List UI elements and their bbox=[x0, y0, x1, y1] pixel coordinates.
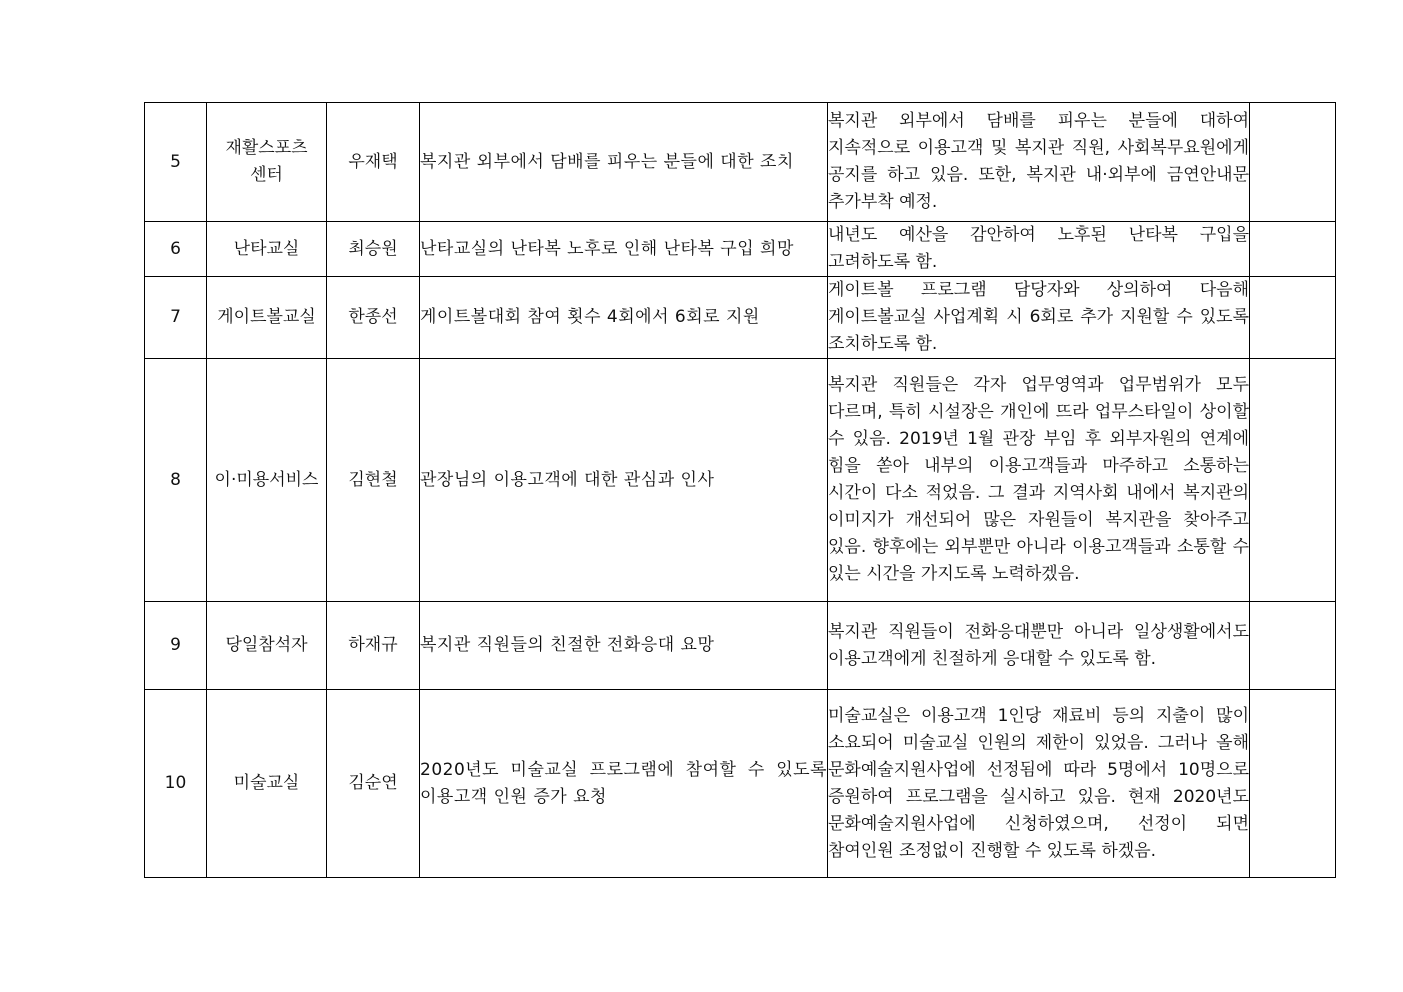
row-number: 8 bbox=[145, 359, 207, 602]
empty-cell bbox=[1250, 277, 1336, 359]
name-cell: 최승원 bbox=[327, 222, 420, 277]
response-text: 미술교실은 이용고객 1인당 재료비 등의 지출이 많이 소요되어 미술교실 인원의 제한이 있었음. 그러나 올해 문화예술지원사업에 선정됨에 따라 5명에서 10명으로 증원하여 프로그램을 실시하고 있음. 현재 2020년도 문화예술지원사업에 신청하였으며, 선정이 되면 참여인원 조정없이 진행할 수 있도록 하겠음. bbox=[828, 705, 1249, 861]
request-text: 2020년도 미술교실 프로그램에 참여할 수 있도록 이용고객 인원 증가 요청 bbox=[420, 759, 827, 807]
request-text: 복지관 직원들의 친절한 전화응대 요망 bbox=[420, 635, 715, 655]
row-number: 9 bbox=[145, 602, 207, 690]
name-cell: 김순연 bbox=[327, 690, 420, 878]
empty-cell bbox=[1250, 222, 1336, 277]
request-text: 난타교실의 난타복 노후로 인해 난타복 구입 희망 bbox=[420, 238, 794, 259]
name-cell: 한종선 bbox=[327, 277, 420, 359]
name-cell: 하재규 bbox=[327, 602, 420, 690]
empty-cell bbox=[1250, 359, 1336, 602]
feedback-table bbox=[144, 102, 1336, 878]
response-cell bbox=[828, 103, 1250, 222]
request-text: 복지관 외부에서 담배를 피우는 분들에 대한 조치 bbox=[420, 151, 794, 172]
request-cell bbox=[420, 359, 828, 602]
program-cell bbox=[207, 222, 327, 277]
response-cell bbox=[828, 602, 1250, 690]
request-text: 관장님의 이용고객에 대한 관심과 인사 bbox=[420, 469, 715, 490]
response-cell bbox=[828, 359, 1250, 602]
name-cell: 김현철 bbox=[327, 359, 420, 602]
row-number: 6 bbox=[145, 222, 207, 277]
response-text: 내년도 예산을 감안하여 노후된 난타복 구입을 고려하도록 함. bbox=[828, 225, 1249, 272]
response-text: 복지관 외부에서 담배를 피우는 분들에 대하여 지속적으로 이용고객 및 복지관 직원, 사회복무요원에게 공지를 하고 있음. 또한, 복지관 내·외부에 금연안내문 추가부착 예정. bbox=[828, 111, 1249, 212]
row-number: 7 bbox=[145, 277, 207, 359]
program-cell bbox=[207, 690, 327, 878]
table-row bbox=[145, 103, 1336, 222]
table-row bbox=[145, 690, 1336, 878]
empty-cell bbox=[1250, 690, 1336, 878]
request-cell bbox=[420, 690, 828, 878]
program-cell bbox=[207, 602, 327, 690]
response-text: 게이트볼 프로그램 담당자와 상의하여 다음해 게이트볼교실 사업계획 시 6회로 추가 지원할 수 있도록 조치하도록 함. bbox=[828, 280, 1249, 354]
name-cell: 우재택 bbox=[327, 103, 420, 222]
response-cell bbox=[828, 690, 1250, 878]
table-row bbox=[145, 277, 1336, 359]
program-name: 이·미용서비스 bbox=[214, 469, 319, 490]
response-cell bbox=[828, 277, 1250, 359]
empty-cell bbox=[1250, 103, 1336, 222]
table-row bbox=[145, 222, 1336, 277]
program-name: 당일참석자 bbox=[225, 635, 308, 655]
request-cell bbox=[420, 103, 828, 222]
request-text: 게이트볼대회 참여 횟수 4회에서 6회로 지원 bbox=[420, 307, 760, 327]
empty-cell bbox=[1250, 602, 1336, 690]
program-cell bbox=[207, 277, 327, 359]
table-row bbox=[145, 602, 1336, 690]
request-cell bbox=[420, 277, 828, 359]
row-number: 5 bbox=[145, 103, 207, 222]
response-text: 복지관 직원들이 전화응대뿐만 아니라 일상생활에서도 이용고객에게 친절하게 응대할 수 있도록 함. bbox=[828, 621, 1249, 669]
program-name: 게이트볼교실 bbox=[217, 307, 316, 327]
program-name: 재활스포츠 센터 bbox=[225, 138, 308, 185]
row-number: 10 bbox=[145, 690, 207, 878]
response-text: 복지관 직원들은 각자 업무영역과 업무범위가 모두 다르며, 특히 시설장은 개인에 뜨라 업무스타일이 상이할 수 있음. 2019년 1월 관장 부임 후 외부자원의 연계에 힘을 쏟아 내부의 이용고객들과 마주하고 소통하는 시간이 다소 적었음. 그 결과 지역사회 내에서 복지관의 이미지가 개선되어 많은 자원들이 복지관을 찾아주고 있음. 향후에는 외부뿐만 아니라 이용고객들과 소통할 수 있는 시간을 가지도록 노력하겠음. bbox=[828, 375, 1249, 584]
request-cell bbox=[420, 222, 828, 277]
request-cell bbox=[420, 602, 828, 690]
response-cell bbox=[828, 222, 1250, 277]
program-name: 난타교실 bbox=[233, 238, 300, 259]
table-row bbox=[145, 359, 1336, 602]
program-cell bbox=[207, 103, 327, 222]
program-name: 미술교실 bbox=[233, 773, 300, 793]
program-cell bbox=[207, 359, 327, 602]
